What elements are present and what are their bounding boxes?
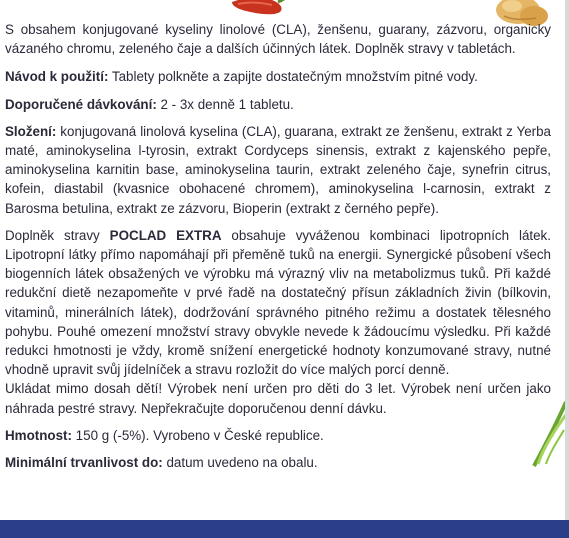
dosage-text: 2 - 3x denně 1 tabletu. [156, 96, 294, 112]
weight-paragraph [5, 426, 551, 445]
usage-text: Tablety polkněte a zapijte dostatečným množstvím pitné vody. [108, 69, 478, 85]
weight-text: 150 g (-5%). Vyrobeno v České republice. [71, 427, 324, 443]
shelf-life-paragraph [5, 453, 551, 472]
brand-name: POCLAD EXTRA [109, 227, 222, 243]
composition-text: konjugovaná linolová kyselina (CLA), guarana, extrakt ze ženšenu, extrakt z Yerba maté, aminokyselina l-tyrosin, extrakt Cordyceps sinensis, extrakt z kajenského pepře, aminokyselina karnitin base, aminokyselina taurin, extrakt zeleného čaje, synefrin citrus, kofein, diastabil (kvasnice obohacené chromem), aminokyselina l-carnosin, extrakt z Barosma betulina, extrakt ze zázvoru, Bioperin (extrakt z černého pepře). [5, 123, 551, 216]
composition-paragraph [5, 122, 551, 218]
usage-paragraph [5, 67, 551, 86]
usage-label: Návod k použití: [5, 69, 109, 85]
description-paragraph [5, 226, 551, 380]
dosage-label: Doporučené dávkování: [5, 96, 157, 112]
bottom-color-band [0, 520, 569, 538]
composition-label: Složení: [5, 123, 57, 139]
weight-label: Hmotnost: [5, 427, 72, 443]
description-text: obsahuje vyváženou kombinaci lipotropních látek. Lipotropní látky přímo napomáhají při přeměně tuků na energii. Synergické působení všech biogenních látek obsažených ve výrobku má výrazný vliv na metabolizmus tuků. Při každé redukční dietě nezapomeňte v prvé řadě na dostatečný přísun základních živin (bílkovin, vitaminů, minerálních látek), dodržování správného pitného režimu a dostatek tělesného pohybu. Pouhé omezení množství stravy obvykle nevede k žádoucímu výsledku. Při každé redukci hmotnosti je vždy, kromě snížení energetické hodnoty konzumované stravy, nutné vhodně upravit svůj jídelníček a stravu rozložit do více malých porcí denně. [5, 227, 551, 378]
right-edge-shadow [565, 0, 569, 520]
shelf-life-text: datum uvedeno na obalu. [162, 455, 318, 471]
description-prefix: Doplněk stravy [5, 227, 110, 243]
intro-paragraph: S obsahem konjugované kyseliny linolové (CLA), ženšenu, guarany, zázvoru, organicky vázaného chromu, zeleného čaje a dalších účinných látek. Doplněk stravy v tabletách. [5, 22, 551, 57]
shelf-life-label: Minimální trvanlivost do: [5, 455, 163, 471]
dosage-paragraph [5, 95, 551, 114]
label-text [5, 20, 551, 472]
warning-paragraph: Ukládat mimo dosah dětí! Výrobek není určen pro děti do 3 let. Výrobek není určen jako náhrada pestré stravy. Nepřekračujte doporučenou denní dávku. [5, 381, 551, 416]
